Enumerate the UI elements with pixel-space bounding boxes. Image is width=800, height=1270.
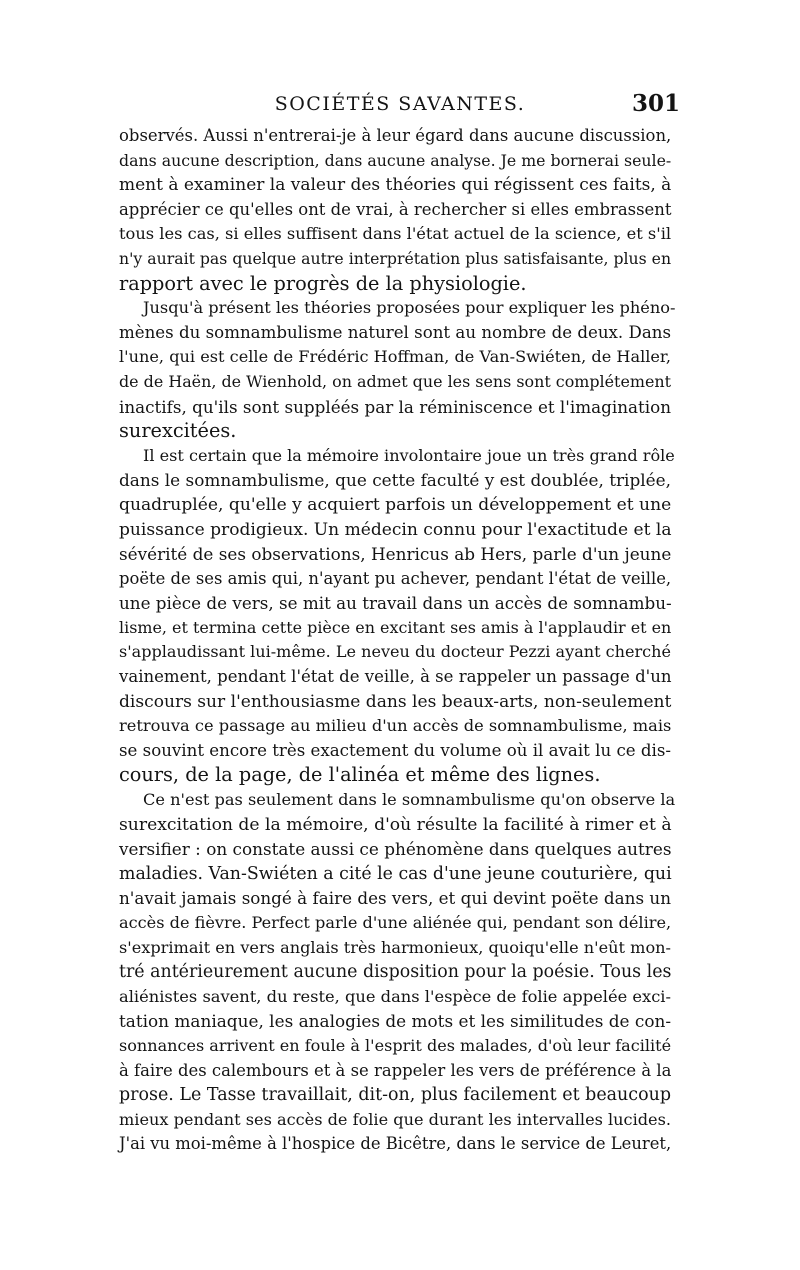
text-line: s'exprimait en vers anglais très harmonieux, quoiqu'elle n'eût mon- (119, 937, 671, 957)
running-header-title: SOCIÉTÉS SAVANTES. (274, 93, 526, 115)
text-line: dans le somnambulisme, que cette faculté y est doublée, triplée, (119, 470, 671, 491)
text-line: puissance prodigieux. Un médecin connu pour l'exactitude et la (119, 519, 672, 540)
text-line: lisme, et termina cette pièce en excitant ses amis à l'applaudir et en (119, 617, 672, 637)
text-line: tation maniaque, les analogies de mots et les similitudes de con- (119, 1011, 672, 1032)
text-line: versifier : on constate aussi ce phénomène dans quelques autres (119, 839, 672, 860)
body-text (119, 124, 676, 1157)
text-line: dans aucune description, dans aucune analyse. Je me bornerai seule- (119, 150, 672, 170)
text-line: inactifs, qu'ils sont suppléés par la réminiscence et l'imagination (119, 396, 672, 417)
text-line: surexcitées. (119, 419, 237, 443)
text-line: mènes du somnambulisme naturel sont au nombre de deux. Dans (119, 322, 671, 342)
text-line: retrouva ce passage au milieu d'un accès de somnambulisme, mais (119, 716, 672, 736)
text-line: poëte de ses amis qui, n'ayant pu achever, pendant l'état de veille, (119, 568, 672, 588)
text-line: tous les cas, si elles suffisent dans l'état actuel de la science, et s'il (119, 224, 672, 244)
text-line: sonnances arrivent en foule à l'esprit des malades, d'où leur facilité (119, 1035, 672, 1055)
text-line: à faire des calembours et à se rappeler les vers de préférence à la (119, 1060, 672, 1080)
text-line: n'avait jamais songé à faire des vers, et qui devint poëte dans un (119, 888, 671, 909)
text-line: maladies. Van-Swiéten a cité le cas d'une jeune couturière, qui (119, 863, 672, 884)
text-line: cours, de la page, de l'alinéa et même des lignes. (119, 763, 601, 787)
text-line: se souvint encore très exactement du volume où il avait lu ce dis- (119, 740, 671, 760)
text-line: quadruplée, qu'elle y acquiert parfois un développement et une (119, 494, 672, 515)
text-line: tré antérieurement aucune disposition pour la poésie. Tous les (119, 962, 672, 983)
text-line: Ce n'est pas seulement dans le somnambulisme qu'on observe la (143, 790, 676, 810)
text-line: apprécier ce qu'elles ont de vrai, à rechercher si elles embrassent (119, 199, 672, 219)
text-line: discours sur l'enthousiasme dans les beaux-arts, non-seulement (119, 691, 672, 712)
text-line: vainement, pendant l'état de veille, à se rappeler un passage d'un (119, 667, 672, 687)
text-line: de de Haën, de Wienhold, on admet que les sens sont complétement (119, 371, 671, 391)
text-line: n'y aurait pas quelque autre interprétation plus satisfaisante, plus en (119, 248, 672, 268)
text-line: observés. Aussi n'entrerai-je à leur égard dans aucune discussion, (119, 126, 672, 145)
text-line: J'ai vu moi-même à l'hospice de Bicêtre, dans le service de Leuret, (119, 1134, 672, 1154)
text-line: l'une, qui est celle de Frédéric Hoffman, de Van-Swiéten, de Haller, (119, 347, 671, 367)
text-line: prose. Le Tasse travaillait, dit-on, plus facilement et beaucoup (119, 1085, 671, 1106)
text-line: surexcitation de la mémoire, d'où résulte la facilité à rimer et à (119, 814, 672, 835)
text-line: s'applaudissant lui-même. Le neveu du docteur Pezzi ayant cherché (119, 642, 671, 662)
text-line: Jusqu'à présent les théories proposées pour expliquer les phéno- (143, 298, 676, 318)
text-line: sévérité de ses observations, Henricus ab Hers, parle d'un jeune (119, 544, 672, 565)
text-line: accès de fièvre. Perfect parle d'une aliénée qui, pendant son délire, (119, 913, 672, 932)
text-line: mieux pendant ses accès de folie que durant les intervalles lucides. (119, 1109, 672, 1129)
text-line: Il est certain que la mémoire involontaire joue un très grand rôle (143, 445, 675, 465)
text-line: une pièce de vers, se mit au travail dans un accès de somnambu- (119, 593, 672, 614)
text-line: ment à examiner la valeur des théories qui régissent ces faits, à (119, 175, 672, 196)
page-number: 301 (632, 90, 681, 117)
text-line: rapport avec le progrès de la physiologie. (119, 271, 527, 295)
text-line: aliénistes savent, du reste, que dans l'espèce de folie appelée exci- (119, 986, 671, 1006)
